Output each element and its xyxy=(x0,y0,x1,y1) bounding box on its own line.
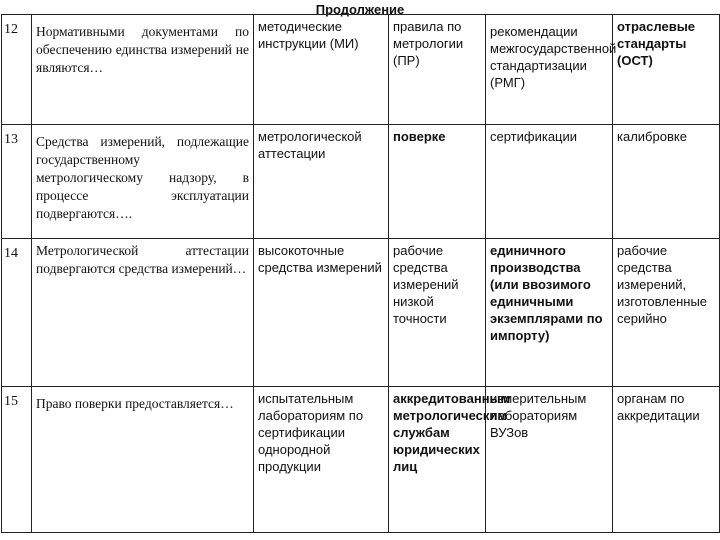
answer-option: методические инструкции (МИ) xyxy=(254,15,389,125)
answer-option: отраслевые стандарты (ОСТ) xyxy=(613,15,720,125)
answer-option: высокоточные средства измерений xyxy=(254,239,389,387)
table-row xyxy=(2,15,720,125)
answer-option: метрологической аттестации xyxy=(254,125,389,239)
answer-option: измерительным лабораториям ВУЗов xyxy=(486,387,613,533)
answer-option: рабочие средства измерений низкой точности xyxy=(389,239,486,387)
answer-option: рабочие средства измерений, изготовленные серийно xyxy=(613,239,720,387)
continuation-heading: Продолжение xyxy=(315,2,405,17)
question-text: Метрологической аттестации подвергаются средства измерений… xyxy=(32,239,254,387)
question-number: 15 xyxy=(2,387,32,533)
question-text: Нормативными документами по обеспечению единства измерений не являются… xyxy=(32,15,254,125)
question-number: 14 xyxy=(2,239,32,387)
question-text: Средства измерений, подлежащие государственному метрологическому надзору, в процессе эксплуатации подвергаются…. xyxy=(32,125,254,239)
table-row xyxy=(2,387,720,533)
answer-option: калибровке xyxy=(613,125,720,239)
answer-option: поверке xyxy=(389,125,486,239)
answer-option: сертификации xyxy=(486,125,613,239)
answer-option: рекомендации межгосударственной стандартизации (РМГ) xyxy=(486,15,613,125)
answer-option: единичного производства (или ввозимого единичными экземплярами по импорту) xyxy=(486,239,613,387)
question-text: Право поверки предоставляется… xyxy=(32,387,254,533)
answer-option: испытательным лабораториям по сертификации однородной продукции xyxy=(254,387,389,533)
question-number: 13 xyxy=(2,125,32,239)
question-number: 12 xyxy=(2,15,32,125)
test-questions-table xyxy=(1,14,720,533)
answer-option: правила по метрологии (ПР) xyxy=(389,15,486,125)
table-row xyxy=(2,239,720,387)
answer-option: аккредитованным метрологическим службам юридических лиц xyxy=(389,387,486,533)
table-row xyxy=(2,125,720,239)
answer-option: органам по аккредитации xyxy=(613,387,720,533)
